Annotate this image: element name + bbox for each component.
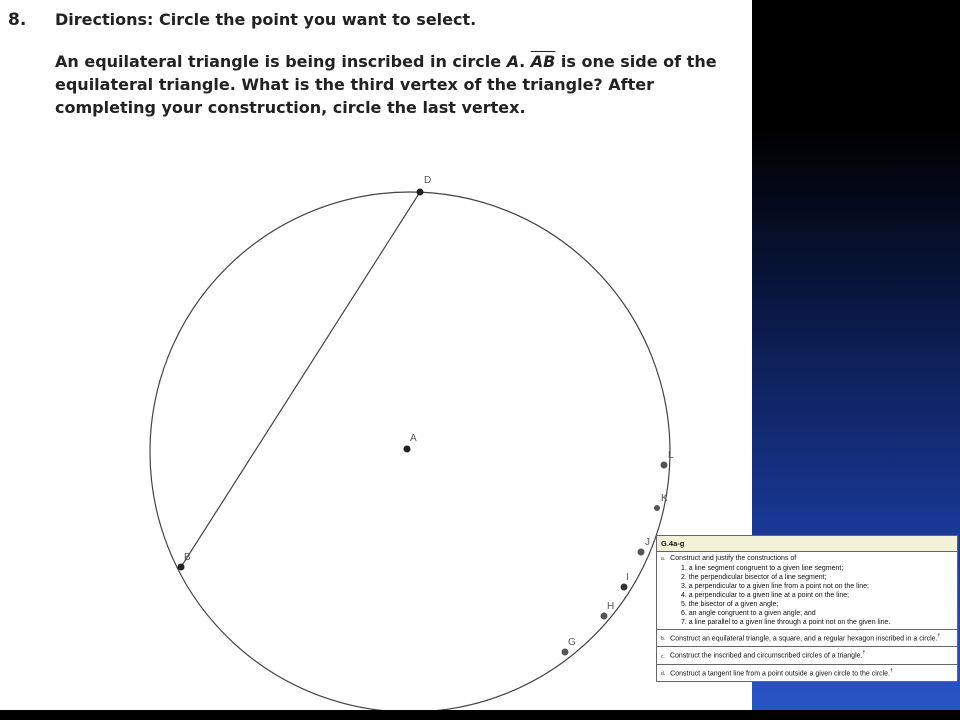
standard-c-mark: † [862, 650, 866, 657]
standard-c-text: Construct the inscribed and circumscribed circles of a triangle. [669, 652, 863, 660]
standard-a-item: 4. a perpendicular to a given line at a point on the line; [681, 592, 850, 599]
standard-a-item: 3. a perpendicular to a given line from a point not on the line; [681, 583, 869, 590]
standards-table [656, 535, 958, 682]
circle-A [150, 192, 670, 712]
point-K[interactable] [654, 493, 668, 511]
point-L-label: L [668, 450, 674, 461]
bottom-bar [0, 710, 960, 720]
question-number: 8. [8, 10, 27, 30]
point-A[interactable] [404, 433, 418, 453]
standard-b-mark: † [937, 633, 941, 639]
standards-code: G.4a-g [657, 536, 958, 552]
segment-DB [181, 192, 420, 567]
standard-a-item: 6. an angle congruent to a given angle; and [681, 610, 816, 617]
point-G[interactable] [562, 637, 577, 656]
point-J-label: J [645, 537, 650, 548]
point-H-label: H [607, 601, 615, 612]
point-I-label: I [626, 572, 629, 583]
standard-a-item: 2. the perpendicular bisector of a line segment; [681, 574, 827, 581]
point-B-label: B [184, 552, 191, 563]
standard-b-row [657, 630, 958, 647]
point-D-label: D [424, 175, 432, 186]
question-directions: Directions: Circle the point you want to select. [55, 10, 477, 29]
standard-a-row [657, 552, 958, 630]
standard-c-row [657, 647, 958, 664]
standard-a-letter: a. [661, 556, 666, 562]
standard-d-row [657, 664, 958, 681]
point-B[interactable] [178, 552, 192, 571]
point-H[interactable] [601, 601, 615, 620]
standard-d-text: Construct a tangent line from a point outside a given circle to the circle. [670, 669, 891, 677]
point-L[interactable] [661, 450, 675, 469]
standard-d-letter: d. [661, 670, 666, 677]
standard-b-text: Construct an equilateral triangle, a square, and a regular hexagon inscribed in a circle. [670, 635, 938, 643]
question-text-part3: is one side of the equilateral triangle. What is the third vertex of the triangle? After completing your construction, circle the last vertex. [55, 52, 717, 117]
point-K-label: K [661, 493, 668, 504]
standard-b-letter: b. [661, 636, 666, 643]
question-text-part1: An equilateral triangle is being inscribed in circle [55, 52, 507, 71]
point-G-label: G [568, 637, 576, 648]
question-text-part2: . [519, 52, 531, 71]
standard-a-item: 7. a line parallel to a given line through a point not on the given line. [681, 619, 891, 626]
standard-a-intro: Construct and justify the constructions of [670, 555, 797, 562]
point-I[interactable] [621, 572, 629, 591]
circle-letter: A [506, 52, 520, 71]
segment-label: $\overline{AB}$ [530, 52, 556, 71]
point-J[interactable] [638, 537, 651, 556]
standard-a-item: 1. a line segment congruent to a given line segment; [681, 565, 844, 572]
standard-d-mark: † [890, 667, 893, 674]
standard-a-item: 5. the bisector of a given angle; [681, 601, 779, 608]
point-A-label: A [410, 433, 417, 444]
standard-c-letter: c. [661, 653, 665, 660]
